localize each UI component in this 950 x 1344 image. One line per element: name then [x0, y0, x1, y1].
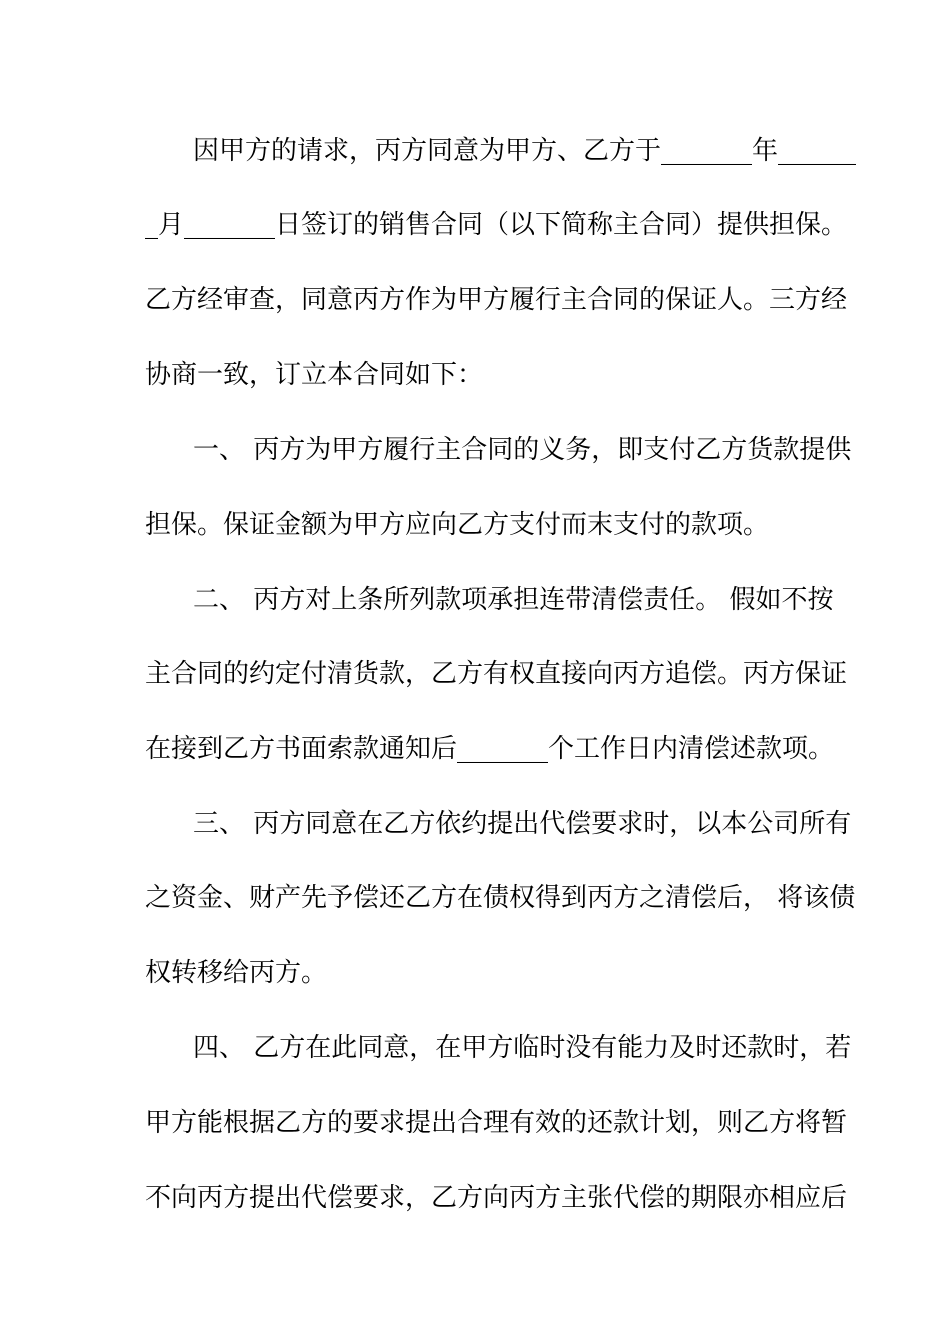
paragraph-intro-line-4: 协商一致，订立本合同如下：: [145, 360, 484, 390]
clause-3-line-3: 权转移给丙方。: [145, 958, 328, 988]
clause-3-line-2: 之资金、财产先予偿还乙方在债权得到丙方之清偿后， 将该债: [145, 883, 856, 913]
clause-4-line-2: 甲方能根据乙方的要求提出合理有效的还款计划，则乙方将暂: [145, 1108, 848, 1138]
clause-3-line-1: 三、 丙方同意在乙方依约提出代偿要求时，以本公司所有: [193, 809, 852, 839]
clause-4-line-3: 不向丙方提出代偿要求，乙方向丙方主张代偿的期限亦相应后: [145, 1183, 848, 1213]
clause-1-line-1: 一、 丙方为甲方履行主合同的义务，即支付乙方货款提供: [193, 435, 852, 465]
paragraph-intro-line-2: _月_______日签订的销售合同（以下简称主合同）提供担保。: [145, 210, 848, 240]
clause-4-line-1: 四、 乙方在此同意，在甲方临时没有能力及时还款时，若: [193, 1033, 852, 1063]
clause-1-line-2: 担保。保证金额为甲方应向乙方支付而末支付的款项。: [145, 510, 770, 540]
paragraph-intro-line-3: 乙方经审查，同意丙方作为甲方履行主合同的保证人。三方经: [145, 285, 848, 315]
clause-2-line-3: 在接到乙方书面索款通知后_______个工作日内清偿述款项。: [145, 734, 835, 764]
clause-2-line-1: 二、 丙方对上条所列款项承担连带清偿责任。 假如不按: [193, 585, 834, 615]
clause-2-line-2: 主合同的约定付清货款，乙方有权直接向丙方追偿。丙方保证: [145, 659, 848, 689]
paragraph-intro-line-1: 因甲方的请求，丙方同意为甲方、乙方于_______年______: [193, 136, 857, 166]
